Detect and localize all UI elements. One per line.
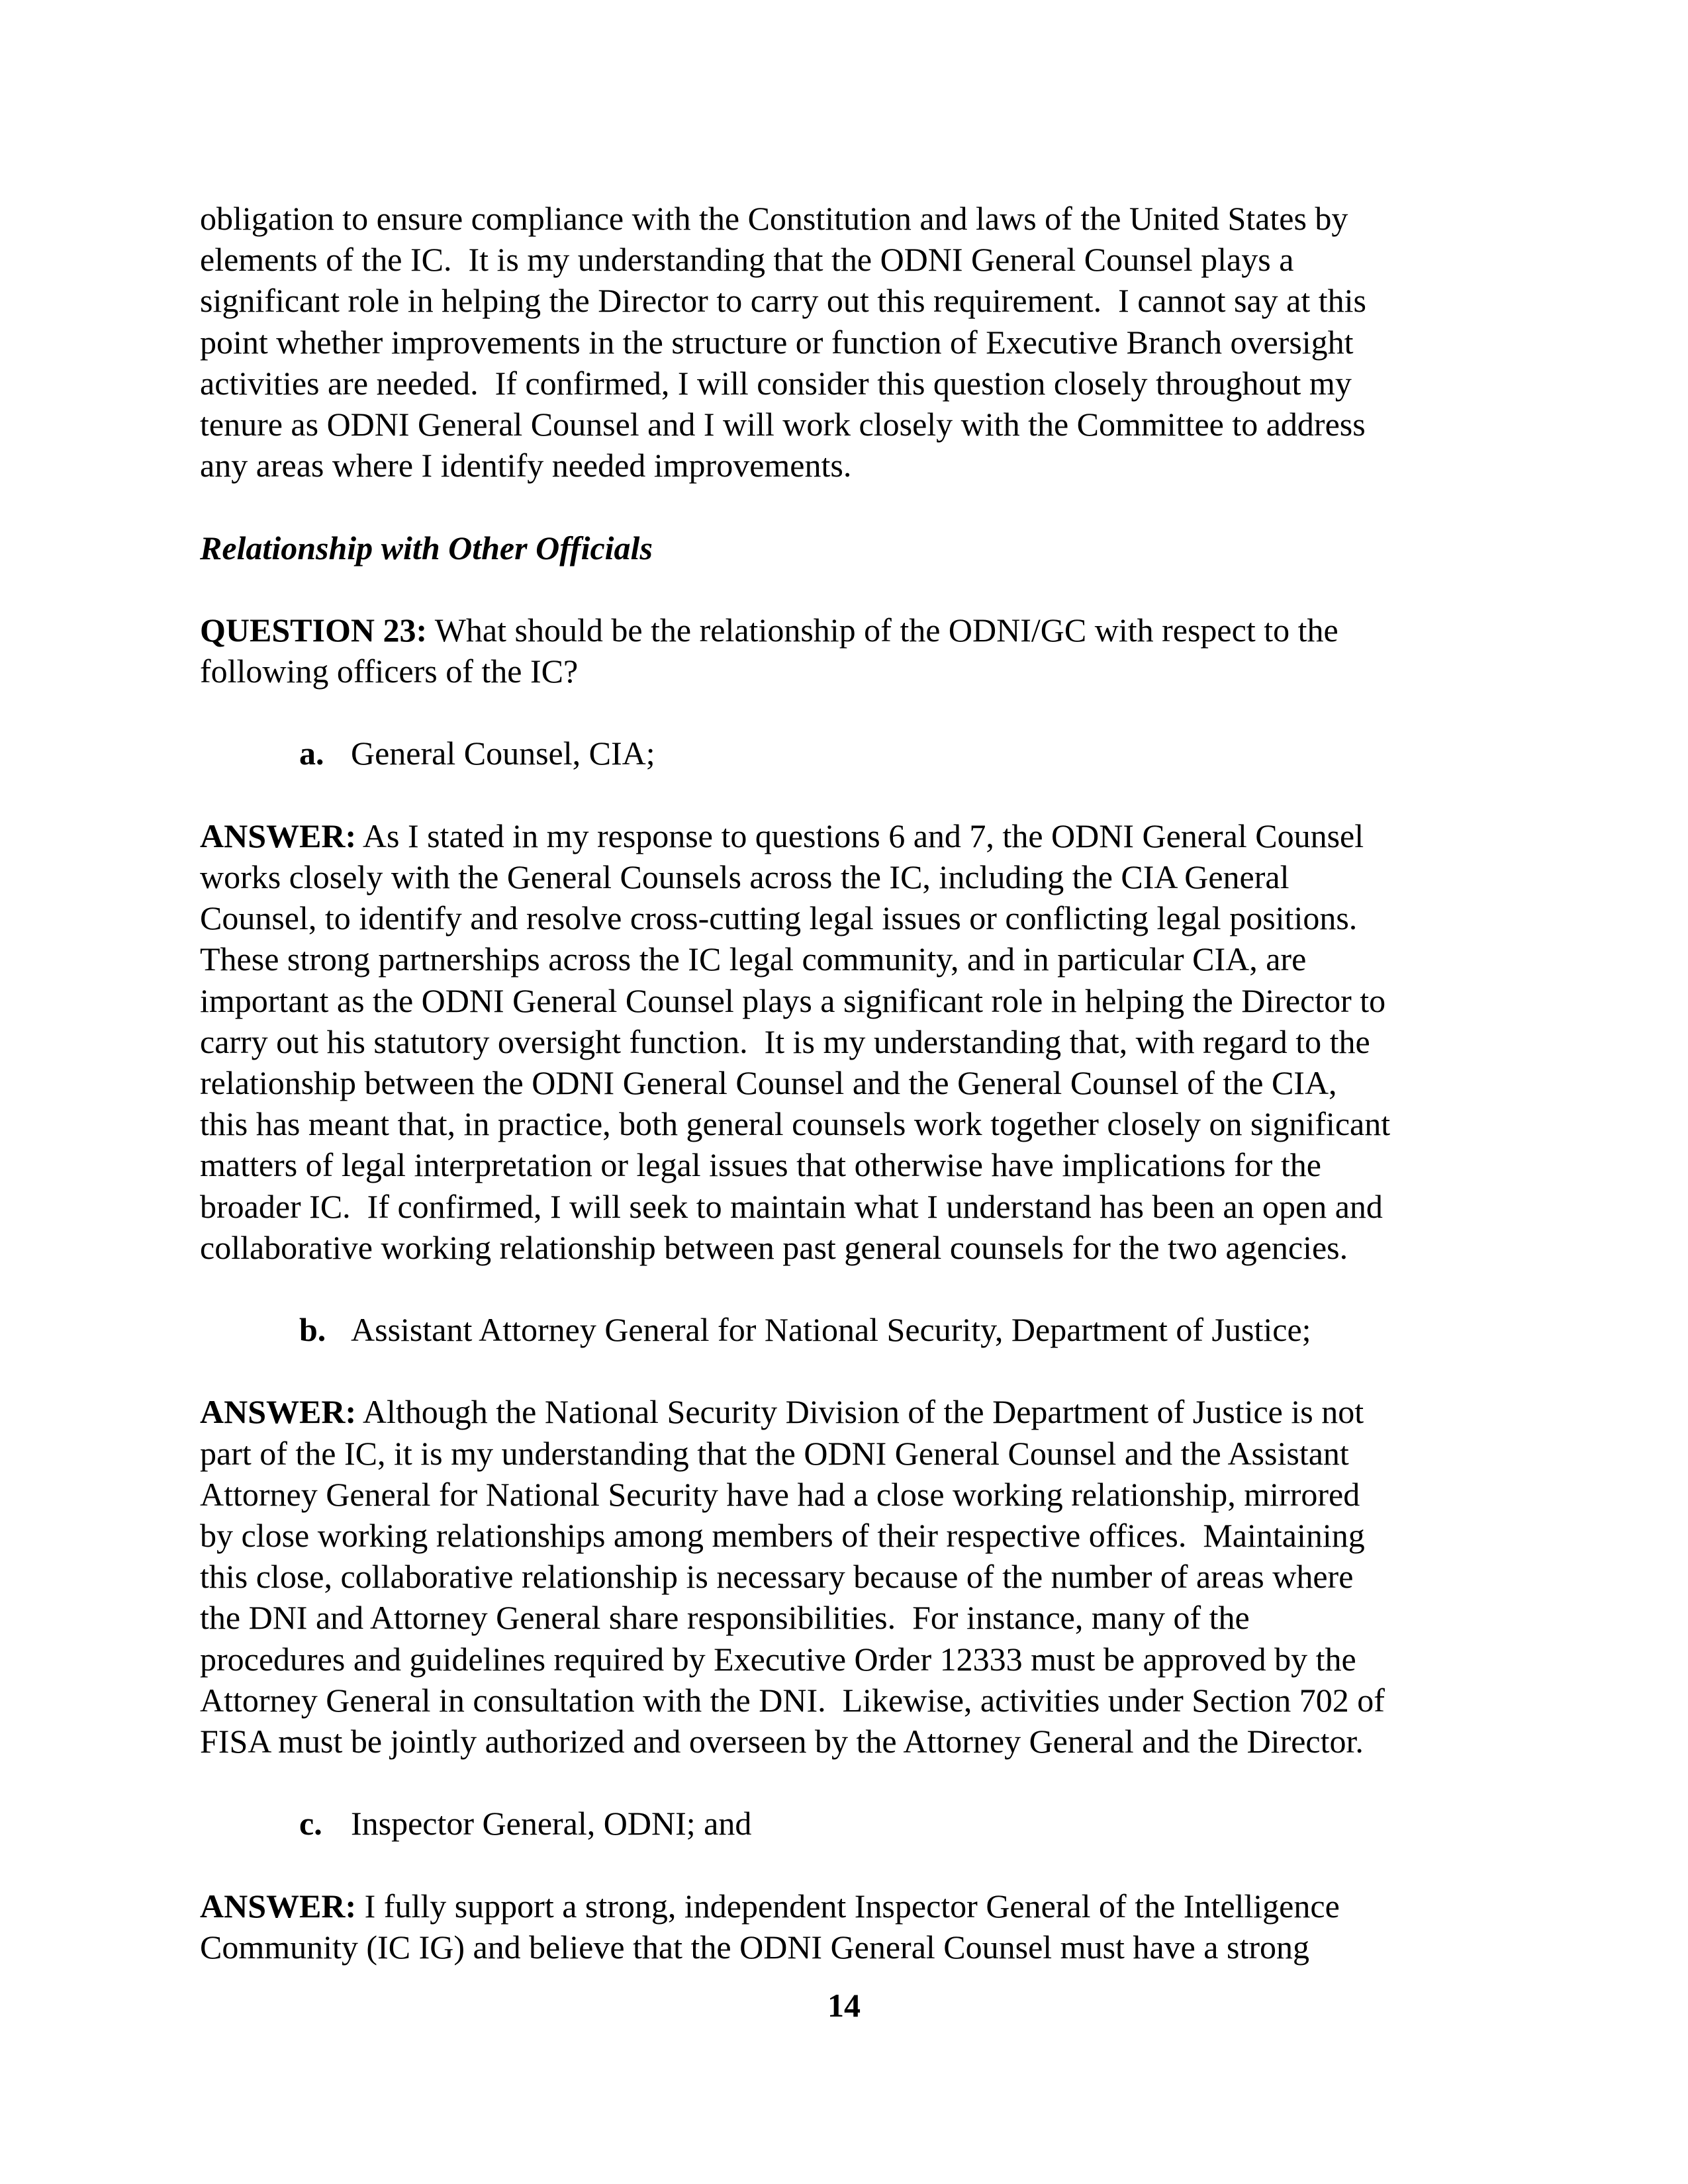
text-line: tenure as ODNI General Counsel and I will work closely with the Committee to address [200, 405, 1366, 443]
section-heading: Relationship with Other Officials [200, 529, 653, 567]
answer-b [200, 1391, 1511, 1762]
text-line: broader IC. If confirmed, I will seek to maintain what I understand has been an open and [200, 1187, 1383, 1225]
text-line: FISA must be jointly authorized and overseen by the Attorney General and the Director. [200, 1722, 1364, 1760]
text-run: What should be the relationship of the ODNI/GC with respect to the [427, 611, 1338, 649]
blank-line [200, 1350, 1511, 1391]
text-line: Attorney General in consultation with the DNI. Likewise, activities under Section 702 of [200, 1681, 1385, 1719]
list-marker: b. [299, 1311, 326, 1349]
text-line: procedures and guidelines required by Executive Order 12333 must be approved by the [200, 1640, 1356, 1678]
block-label: ANSWER: [200, 1887, 357, 1925]
text-run: As I stated in my response to questions 6 and 7, the ODNI General Counsel [356, 817, 1364, 854]
blank-line [200, 569, 1511, 610]
block-label: ANSWER: [200, 817, 357, 854]
text-line: Counsel, to identify and resolve cross-cutting legal issues or conflicting legal positions. [200, 899, 1358, 937]
text-line: Attorney General for National Security have had a close working relationship, mirrored [200, 1475, 1360, 1513]
text-line: following officers of the IC? [200, 653, 579, 690]
list-item-text: Assistant Attorney General for National Security, Department of Justice; [351, 1311, 1311, 1349]
text-line: part of the IC, it is my understanding that the ODNI General Counsel and the Assistant [200, 1434, 1349, 1472]
text-line: this close, collaborative relationship is necessary because of the number of areas where [200, 1558, 1354, 1596]
text-line: the DNI and Attorney General share responsibilities. For instance, many of the [200, 1599, 1250, 1637]
page-number: 14 [827, 1987, 861, 2024]
text-line: by close working relationships among members of their respective offices. Maintaining [200, 1517, 1365, 1554]
labeled-first-line [200, 1391, 1511, 1432]
oversight-paragraph [200, 198, 1511, 486]
text-line: carry out his statutory oversight function. It is my understanding that, with regard to the [200, 1023, 1370, 1060]
block-label: ANSWER: [200, 1393, 357, 1431]
text-run: Although the National Security Division of the Department of Justice is not [356, 1393, 1364, 1431]
text-line: important as the ODNI General Counsel plays a significant role in helping the Director to [200, 981, 1386, 1019]
text-line: this has meant that, in practice, both general counsels work together closely on significant [200, 1105, 1391, 1143]
text-line: Community (IC IG) and believe that the ODNI General Counsel must have a strong [200, 1928, 1310, 1966]
labeled-first-line [200, 1886, 1511, 1927]
list-marker: c. [299, 1805, 322, 1843]
list-item-text: Inspector General, ODNI; and [351, 1805, 752, 1843]
text-line: relationship between the ODNI General Counsel and the General Counsel of the CIA, [200, 1064, 1337, 1101]
blank-line [200, 1268, 1511, 1309]
answer-a [200, 815, 1511, 1268]
text-line: obligation to ensure compliance with the Constitution and laws of the United States by [200, 200, 1348, 237]
text-line: activities are needed. If confirmed, I will consider this question closely throughout my [200, 364, 1352, 402]
text-run: I fully support a strong, independent Inspector General of the Intelligence [356, 1887, 1340, 1925]
blank-line [200, 486, 1511, 527]
item-c [200, 1803, 1511, 1844]
page-content [200, 198, 1511, 1968]
text-line: point whether improvements in the structure or function of Executive Branch oversight [200, 323, 1354, 361]
question-23 [200, 610, 1511, 692]
text-line: These strong partnerships across the IC legal community, and in particular CIA, are [200, 940, 1307, 978]
blank-line [200, 692, 1511, 733]
blank-line [200, 1844, 1511, 1886]
answer-c [200, 1886, 1511, 1968]
blank-line [200, 1762, 1511, 1803]
list-item-text: General Counsel, CIA; [351, 735, 655, 772]
list-marker: a. [299, 735, 324, 772]
text-line: significant role in helping the Director to carry out this requirement. I cannot say at this [200, 282, 1366, 320]
item-b [200, 1309, 1511, 1350]
text-line: elements of the IC. It is my understanding that the ODNI General Counsel plays a [200, 241, 1294, 279]
blank-line [200, 774, 1511, 815]
block-label: QUESTION 23: [200, 611, 428, 649]
labeled-first-line [200, 815, 1511, 856]
text-line: any areas where I identify needed improvements. [200, 447, 852, 484]
text-line: collaborative working relationship between past general counsels for the two agencies. [200, 1228, 1348, 1266]
text-line: works closely with the General Counsels across the IC, including the CIA General [200, 858, 1289, 895]
text-line: matters of legal interpretation or legal issues that otherwise have implications for the [200, 1146, 1321, 1184]
item-a [200, 733, 1511, 774]
labeled-first-line [200, 610, 1511, 651]
